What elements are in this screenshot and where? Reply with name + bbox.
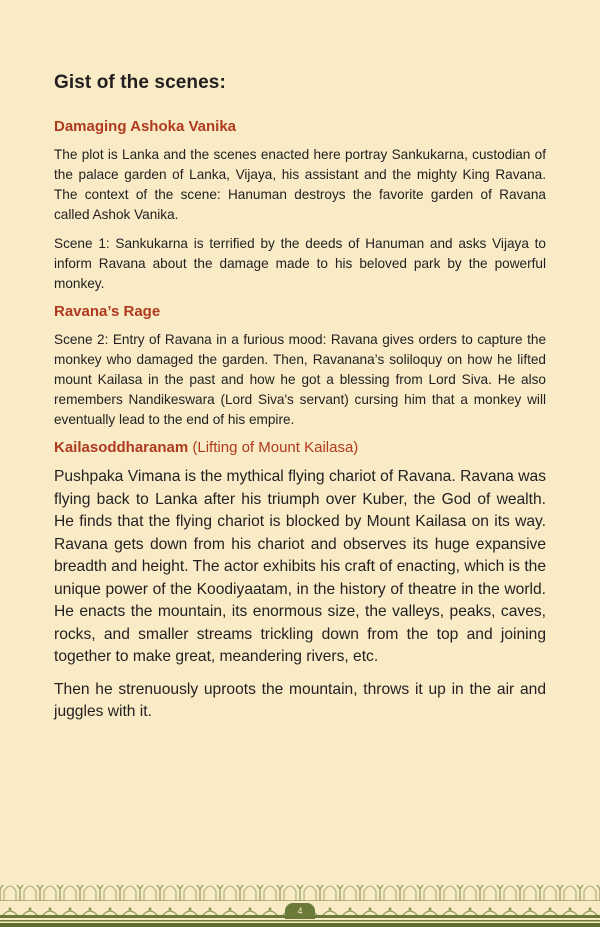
section-paragraph: Pushpaka Vimana is the mythical flying chariot of Ravana. Ravana was flying back to Lanka after his triumph over Kuber, the God of wealth. He finds that the flying chariot is blocked by Mount Kailasa on its way. Ravana gets down from his chariot and observes its huge expansive breadth and height. The actor exhibits his craft of enacting, which is the unique power of the Koodiyaatam, in the history of theatre in the world. He enacts the mountain, its enormous size, the valleys, peaks, caves, rocks, and smaller streams trickling down from the top and joining together to make great, meandering rivers, etc. bbox=[54, 468, 546, 665]
section-damaging-ashoka-vanika bbox=[54, 118, 546, 294]
section-kailasoddharanam bbox=[54, 439, 546, 724]
page-number: 4 bbox=[297, 906, 303, 916]
section-title: Kailasoddharanam bbox=[54, 439, 189, 456]
section-subtitle: (Lifting of Mount Kailasa) bbox=[188, 439, 359, 456]
section-title-line bbox=[54, 439, 546, 456]
page-heading: Gist of the scenes: bbox=[54, 72, 226, 93]
page-number-badge bbox=[285, 903, 315, 919]
section-paragraph: Scene 1: Sankukarna is terrified by the deeds of Hanuman and asks Vijaya to inform Ravana about the damage made to his beloved park by the powerful monkey. bbox=[54, 236, 546, 291]
section-title: Damaging Ashoka Vanika bbox=[54, 118, 237, 135]
section-paragraph: Scene 2: Entry of Ravana in a furious mood: Ravana gives orders to capture the monkey who damaged the garden. Then, Ravanana’s soliloquy on how he lifted mount Kailasa in the past and how he got a blessing from Lord Siva. He also remembers Nandikeswara (Lord Siva's servant) cursing him that a monkey will eventually lead to the end of his empire. bbox=[54, 332, 546, 427]
section-paragraph: Then he strenuously uproots the mountain, throws it up in the air and juggles with it. bbox=[54, 680, 546, 720]
section-ravanas-rage bbox=[54, 303, 546, 430]
page-content bbox=[54, 72, 546, 734]
section-title: Ravana’s Rage bbox=[54, 303, 161, 320]
section-paragraph: The plot is Lanka and the scenes enacted here portray Sankukarna, custodian of the palace garden of Lanka, Vijaya, his assistant and the mighty King Ravana. The context of the scene: Hanuman destroys the favorite garden of Ravana called Ashok Vanika. bbox=[54, 147, 546, 222]
